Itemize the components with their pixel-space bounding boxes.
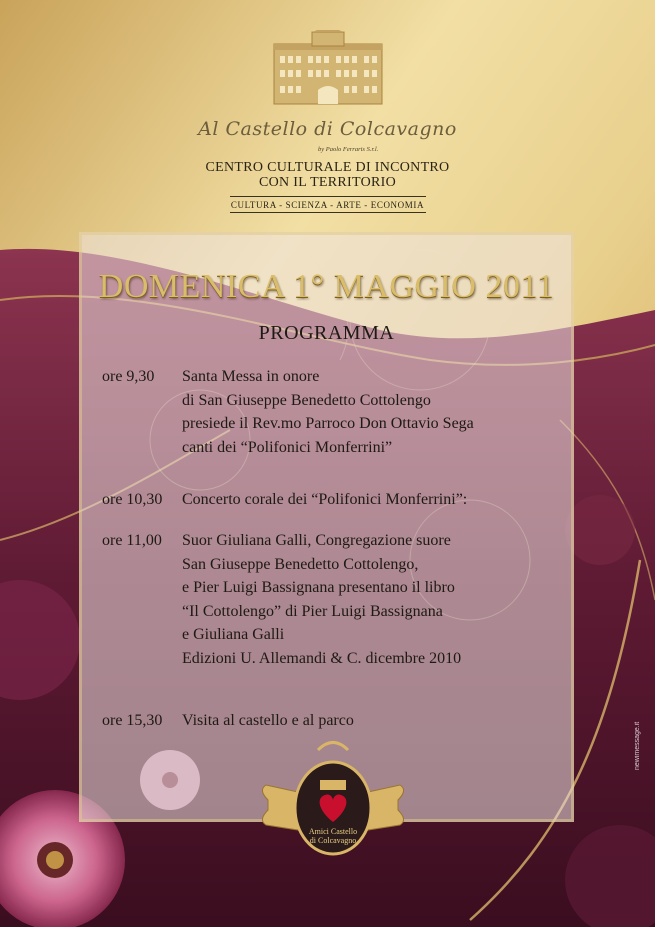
schedule-time: ore 11,00 (102, 532, 162, 549)
badge-line2: di Colcavagno (309, 836, 357, 845)
schedule-line: di San Giuseppe Benedetto Cottolengo (182, 391, 431, 409)
schedule-line: canti dei “Polifonici Monferrini” (182, 438, 393, 456)
schedule-line: e Pier Luigi Bassignana presentano il libro (182, 579, 455, 597)
schedule-line: “Il Cottolengo” di Pier Luigi Bassignana (182, 602, 443, 620)
amici-castello-badge (258, 730, 408, 860)
credit-text: newimessage.it (634, 721, 641, 770)
schedule-time: ore 15,30 (102, 712, 163, 729)
schedule-time: ore 10,30 (102, 491, 163, 508)
center-title-line2: CON IL TERRITORIO (258, 175, 397, 190)
center-title-line1: CENTRO CULTURALE DI INCONTRO (205, 160, 450, 175)
divider (230, 196, 426, 197)
program-title: PROGRAMMA (258, 322, 395, 344)
schedule-description (182, 365, 474, 459)
schedule-line: San Giuseppe Benedetto Cottolengo, (182, 555, 419, 573)
center-title (0, 160, 655, 190)
schedule-time: ore 9,30 (102, 368, 155, 385)
schedule-description (182, 488, 467, 512)
schedule-description (182, 529, 461, 671)
divider (230, 212, 426, 213)
schedule-line: Suor Giuliana Galli, Congregazione suore (182, 532, 451, 549)
schedule-line: Santa Messa in onore (182, 368, 320, 385)
schedule-line: presiede il Rev.mo Parroco Don Ottavio Sega (182, 415, 474, 433)
venue-name: Al Castello di Colcavagno (198, 118, 457, 140)
badge-line1: Amici Castello (308, 827, 358, 836)
schedule-line: Visita al castello e al parco (182, 712, 354, 729)
subtitle: CULTURA - SCIENZA - ARTE - ECONOMIA (230, 200, 425, 210)
schedule-line: e Giuliana Galli (182, 626, 285, 644)
venue-byline: by Paolo Ferraris S.r.l. (318, 146, 379, 153)
event-date: DOMENICA 1° MAGGIO 2011 (98, 268, 555, 305)
castle-logo-icon (272, 30, 384, 106)
schedule-line: Edizioni U. Allemandi & C. dicembre 2010 (182, 649, 462, 667)
schedule-line: Concerto corale dei “Polifonici Monferrini”: (182, 491, 468, 508)
